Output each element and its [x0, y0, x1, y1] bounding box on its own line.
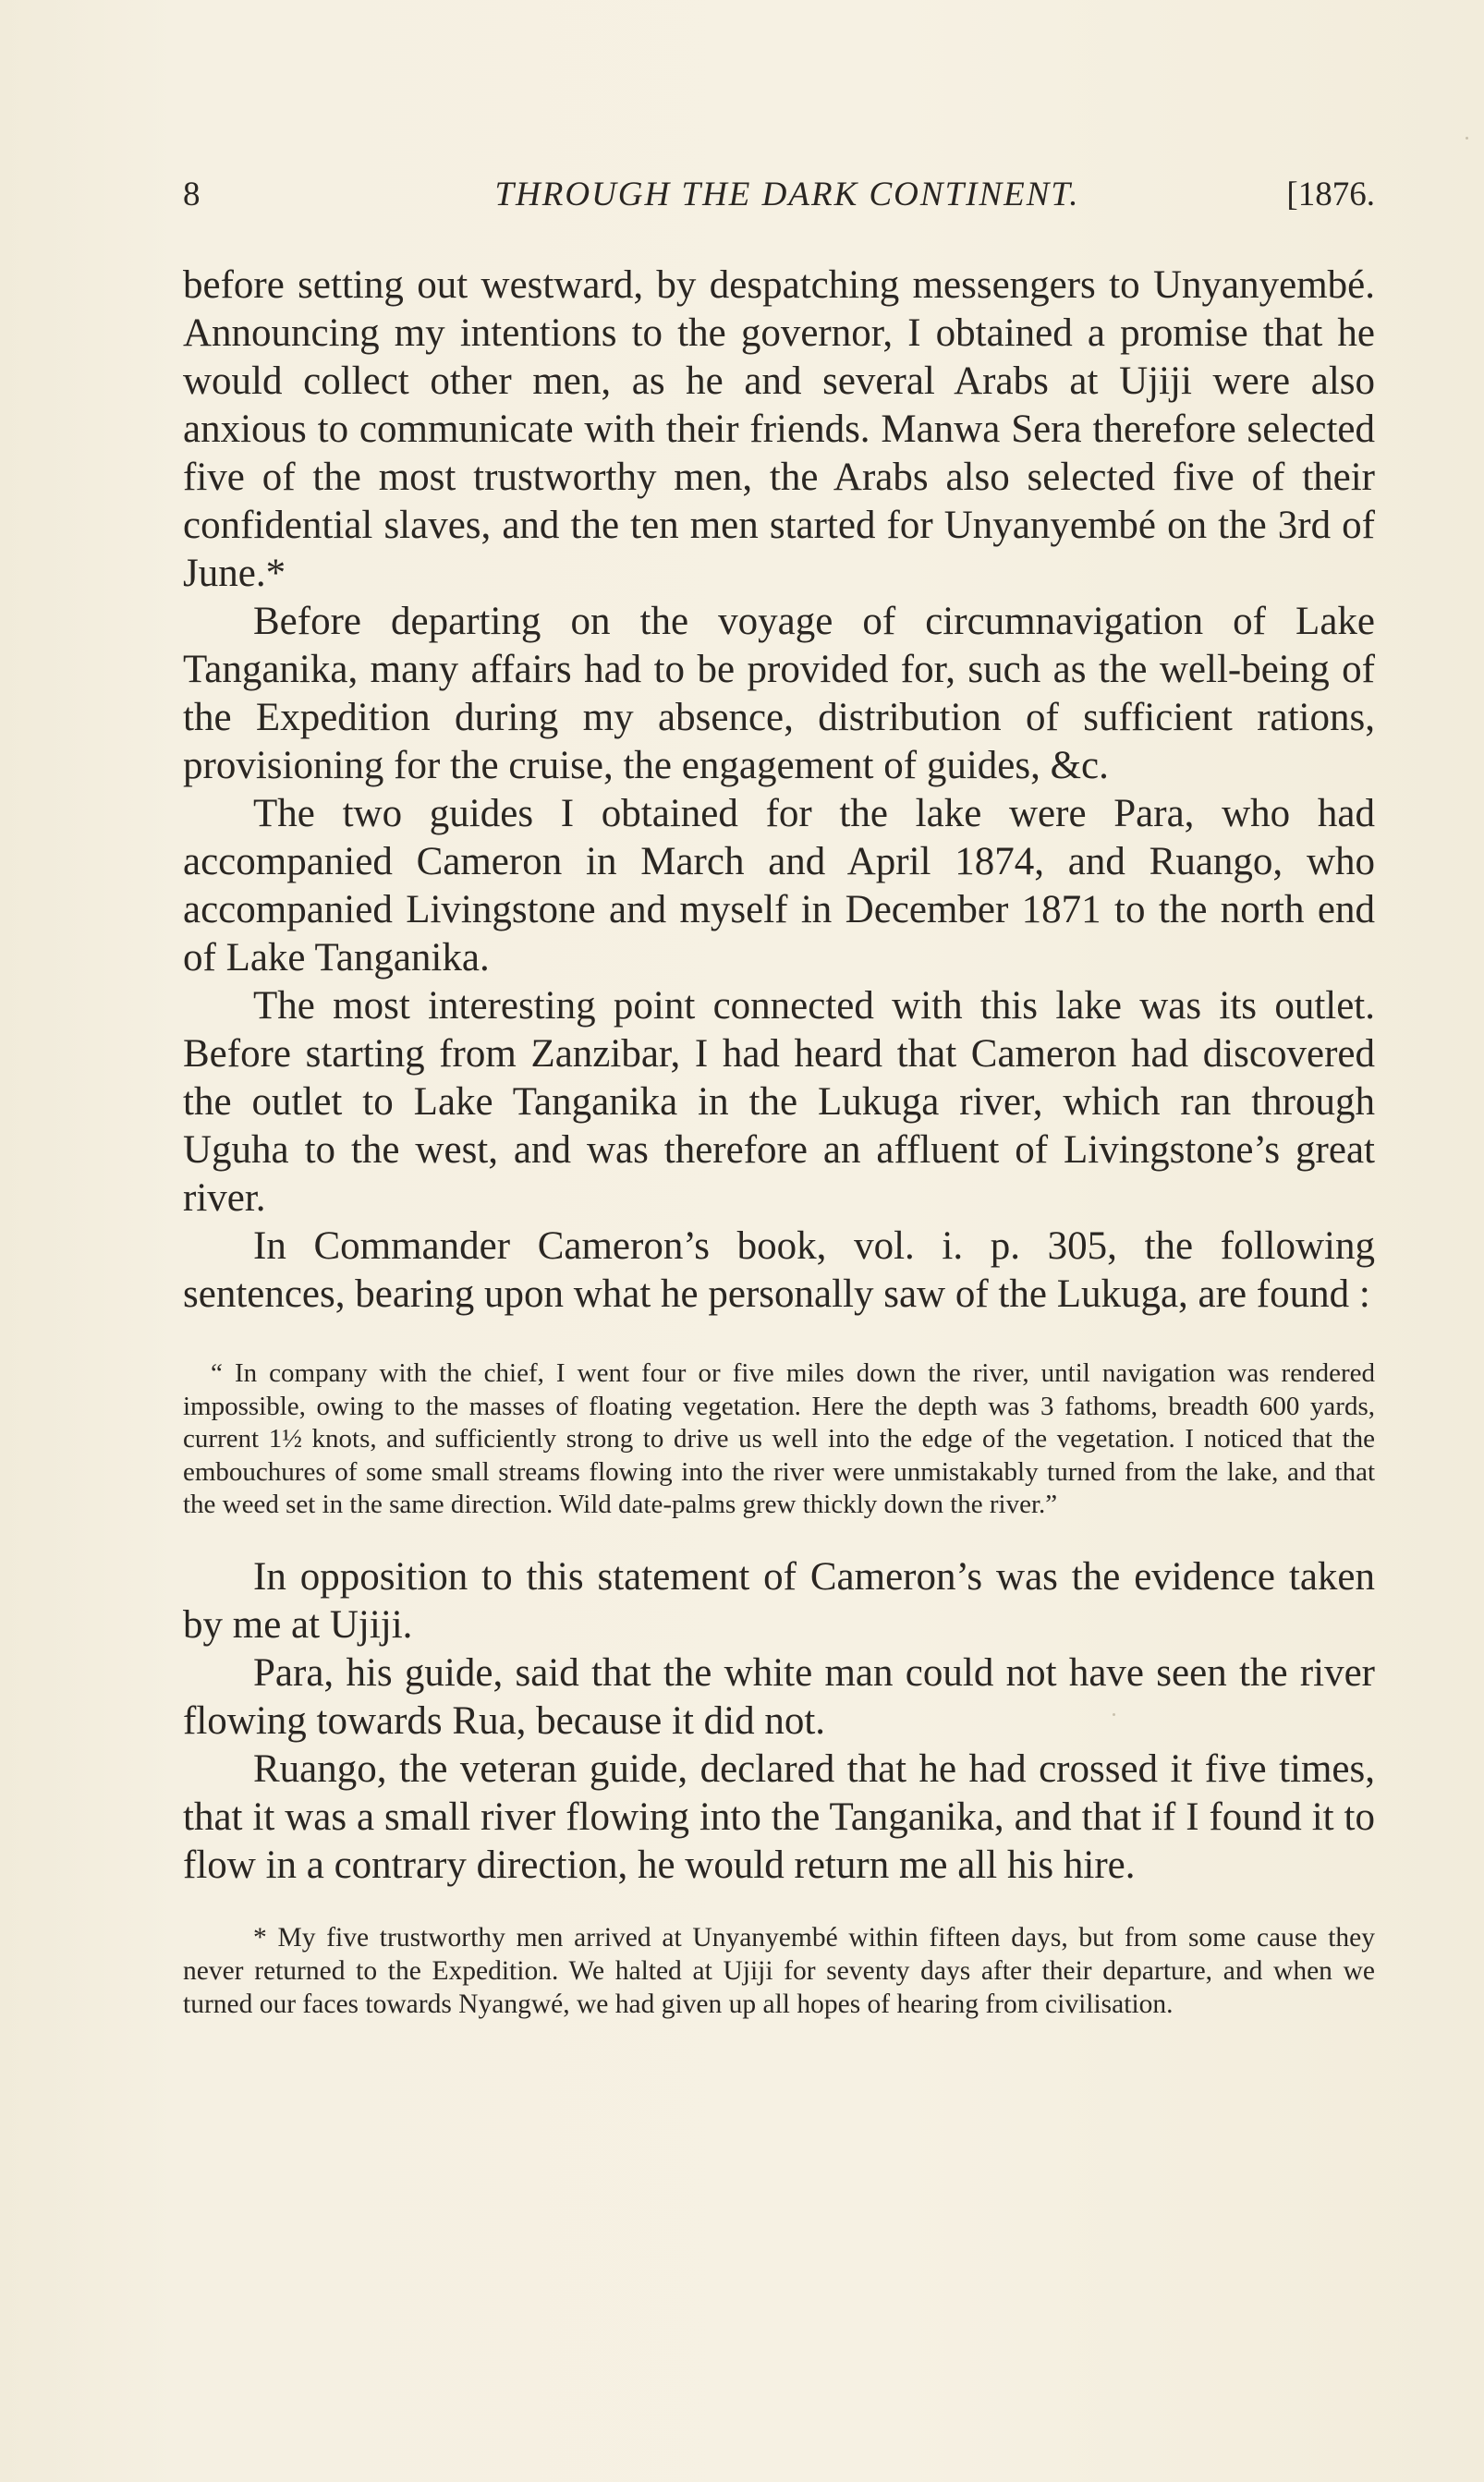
- paragraph: The most interesting point connected with this lake was its outlet. Before starting from Zanzibar, I had heard that Cameron had discovered the outlet to Lake Tanganika in the Lukuga river, which ran through Uguha to the west, and was therefore an affluent of Livingstone’s great river.: [183, 984, 1375, 1220]
- paper-speck: [1113, 1713, 1115, 1716]
- running-title: THROUGH THE DARK CONTINENT.: [494, 176, 1080, 213]
- block-quote: “ In company with the chief, I went four or five miles down the river, until navigation was rendered impossible, owing to the masses of floating vegetation. Here the depth was 3 fathoms, breadth 600 yards, current 1½ knots, and sufficiently strong to drive us well into the edge of the vegetation. I noticed that the embouchures of some small streams flowing into the river were unmistakably turned from the lake, and that the weed set in the same direction. Wild date-palms grew thickly down the river.”: [183, 1358, 1375, 1519]
- paragraph: The two guides I obtained for the lake were Para, who had accompanied Cameron in March and April 1874, and Ruango, who accompanied Livingstone and myself in December 1871 to the north end of Lake Tanganika.: [183, 792, 1375, 979]
- paragraph: In opposition to this statement of Cameron’s was the evidence taken by me at Ujiji.: [183, 1554, 1375, 1647]
- paragraph: In Commander Cameron’s book, vol. i. p. 305, the following sentences, bearing upon what he personally saw of the Lukuga, are found :: [183, 1224, 1375, 1316]
- footnote-mark: *: [253, 1922, 267, 1953]
- running-year: [1876.: [1286, 176, 1375, 213]
- paragraph: Before departing on the voyage of circumnavigation of Lake Tanganika, many affairs had to be provided for, such as the well-being of the Expedition during my absence, distribution of sufficient rations, provisioning for the cruise, the engagement of guides, &c.: [183, 600, 1375, 787]
- paragraph: Ruango, the veteran guide, declared that he had crossed it five times, that it was a small river flowing into the Tanganika, and that if I found it to flow in a contrary direction, he would return me all his hire.: [183, 1746, 1375, 1887]
- paragraph-continued: before setting out westward, by despatching messengers to Unyanyembé. Announcing my intentions to the governor, I obtained a promise that he would collect other men, as he and several Arabs at Ujiji were also anxious to communicate with their friends. Manwa Sera therefore selected five of the most trustworthy men, the Arabs also selected five of their confidential slaves, and the ten men started for Unyanyembé on the 3rd of June.*: [183, 263, 1375, 595]
- page-number: 8: [183, 176, 201, 213]
- body-text: [183, 262, 1375, 2021]
- paragraph: Para, his guide, said that the white man could not have seen the river flowing towards Rua, because it did not.: [183, 1650, 1375, 1743]
- footnote: [183, 1921, 1375, 2021]
- footnote-text: My five trustworthy men arrived at Unyanyembé within fifteen days, but from some cause they never returned to the Expedition. We halted at Ujiji for seventy days after their departure, and when we turned our faces towards Nyangwé, we had given up all hopes of hearing from civilisation.: [183, 1922, 1375, 2019]
- paper-speck: [1466, 137, 1468, 140]
- running-head: [183, 172, 1375, 218]
